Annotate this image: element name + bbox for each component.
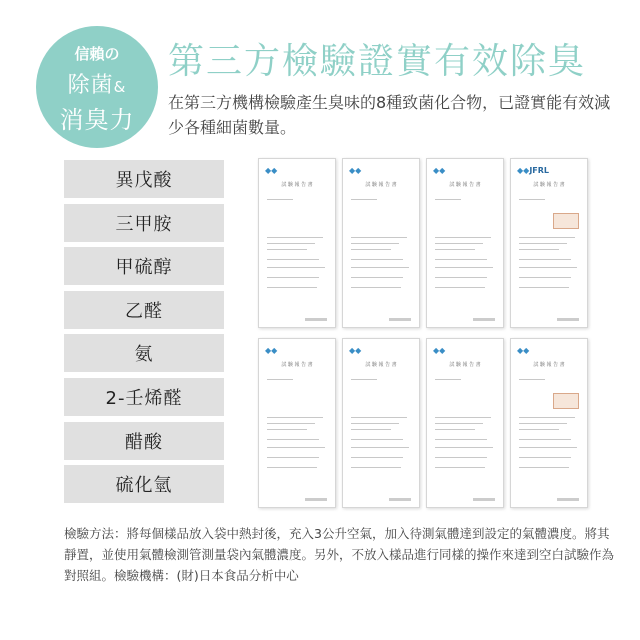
badge-line1: 信賴の — [74, 45, 120, 63]
report-text-line — [435, 237, 491, 238]
report-text-line — [519, 379, 541, 380]
report-footer-mark — [305, 498, 327, 501]
compound-item: 硫化氫 — [64, 465, 224, 503]
report-text-line — [267, 379, 289, 380]
report-text-line — [351, 379, 373, 380]
report-text-line — [267, 439, 319, 440]
report-text-line — [519, 287, 569, 288]
badge-line3: 消臭力 — [59, 106, 135, 134]
report-footer-mark — [473, 498, 495, 501]
compound-item: 乙醛 — [64, 291, 224, 329]
compound-item: 醋酸 — [64, 422, 224, 460]
report-text-line — [435, 417, 491, 418]
report-header: 試 験 報 告 書 — [281, 362, 313, 368]
report-header: 試 験 報 告 書 — [365, 182, 397, 188]
report-logo-icon: ◆◆ — [349, 166, 362, 175]
report-text-line — [351, 287, 401, 288]
report-logo-icon: ◆◆ — [433, 346, 446, 355]
compound-item: 三甲胺 — [64, 204, 224, 242]
report-text-line — [267, 199, 289, 200]
test-report-thumbnail — [342, 158, 420, 328]
report-text-line — [519, 439, 571, 440]
report-text-line — [519, 423, 567, 424]
test-report-thumbnail — [510, 338, 588, 508]
report-footer-mark — [389, 498, 411, 501]
report-text-line — [519, 417, 575, 418]
compound-item: 2-壬烯醛 — [64, 378, 224, 416]
report-text-line — [351, 439, 403, 440]
compound-item: 異戊酸 — [64, 160, 224, 198]
report-row — [258, 158, 588, 328]
report-footer-mark — [557, 318, 579, 321]
report-seal-stamp — [553, 393, 579, 409]
badge-line2 — [36, 68, 158, 99]
compound-item: 甲硫醇 — [64, 247, 224, 285]
compound-item: 氨 — [64, 334, 224, 372]
report-text-line — [351, 199, 373, 200]
page-subtitle: 在第三方機構檢驗產生臭味的8種致菌化合物，已證實能有效減少各種細菌數量。 — [168, 93, 611, 137]
report-text-line — [351, 237, 407, 238]
report-text-line — [519, 259, 571, 260]
trust-badge — [36, 26, 158, 148]
report-logo-text: JFRL — [529, 166, 550, 175]
report-text-line — [267, 267, 325, 268]
report-row — [258, 338, 588, 508]
report-text-line — [267, 287, 317, 288]
report-text-line — [351, 423, 399, 424]
report-text-line — [435, 467, 485, 468]
report-footer-mark — [473, 318, 495, 321]
test-report-thumbnail — [258, 158, 336, 328]
report-header: 試 験 報 告 書 — [533, 182, 565, 188]
report-text-line — [519, 467, 569, 468]
report-text-line — [519, 249, 559, 250]
report-text-line — [267, 467, 317, 468]
report-text-line — [351, 467, 401, 468]
test-report-thumbnail — [342, 338, 420, 508]
report-text-line — [435, 199, 457, 200]
report-logo-icon: ◆◆ — [349, 346, 362, 355]
report-text-line — [519, 243, 567, 244]
report-header: 試 験 報 告 書 — [281, 182, 313, 188]
report-text-line — [435, 439, 487, 440]
report-text-line — [267, 249, 307, 250]
report-text-line — [435, 423, 483, 424]
report-text-line — [435, 249, 475, 250]
report-header: 試 験 報 告 書 — [449, 362, 481, 368]
report-logo-icon: ◆◆ — [265, 346, 278, 355]
report-text-line — [267, 447, 325, 448]
report-text-line — [267, 243, 315, 244]
test-report-thumbnail — [510, 158, 588, 328]
report-text-line — [519, 457, 571, 458]
report-text-line — [435, 457, 487, 458]
report-logo-icon: ◆◆JFRL — [517, 166, 550, 175]
report-header: 試 験 報 告 書 — [449, 182, 481, 188]
report-text-line — [519, 447, 577, 448]
test-report-gallery — [258, 158, 588, 518]
report-text-line — [519, 199, 541, 200]
report-text-line — [435, 267, 493, 268]
report-text-line — [519, 237, 575, 238]
report-text-line — [351, 429, 391, 430]
report-footer-mark — [305, 318, 327, 321]
report-text-line — [435, 429, 475, 430]
report-text-line — [351, 417, 407, 418]
report-text-line — [435, 259, 487, 260]
compound-list — [64, 160, 224, 509]
report-text-line — [267, 429, 307, 430]
report-footer-mark — [557, 498, 579, 501]
report-text-line — [267, 237, 323, 238]
report-logo-icon: ◆◆ — [265, 166, 278, 175]
report-text-line — [435, 287, 485, 288]
report-text-line — [435, 243, 483, 244]
report-text-line — [351, 249, 391, 250]
report-text-line — [267, 277, 319, 278]
badge-line2-text: 除菌 — [67, 73, 114, 98]
report-text-line — [435, 447, 493, 448]
report-text-line — [435, 277, 487, 278]
report-text-line — [351, 457, 403, 458]
report-text-line — [519, 267, 577, 268]
report-text-line — [351, 277, 403, 278]
report-header: 試 験 報 告 書 — [365, 362, 397, 368]
report-seal-stamp — [553, 213, 579, 229]
page-title: 第三方檢驗證實有效除臭 — [168, 41, 587, 82]
report-text-line — [267, 423, 315, 424]
badge-amp: & — [113, 78, 127, 96]
test-report-thumbnail — [258, 338, 336, 508]
report-text-line — [267, 417, 323, 418]
report-logo-icon: ◆◆ — [433, 166, 446, 175]
report-logo-icon: ◆◆ — [517, 346, 530, 355]
report-text-line — [519, 277, 571, 278]
report-footer-mark — [389, 318, 411, 321]
report-text-line — [435, 379, 457, 380]
test-report-thumbnail — [426, 158, 504, 328]
report-text-line — [351, 447, 409, 448]
report-text-line — [351, 243, 399, 244]
report-text-line — [519, 429, 559, 430]
report-text-line — [351, 267, 409, 268]
test-method-note: 檢驗方法：將每個樣品放入袋中熱封後，充入3公升空氣，加入待測氣體達到設定的氣體濃度。將其靜置，並使用氣體檢測管測量袋內氣體濃度。另外，不放入樣品進行同樣的操作來達到空白試驗作為對照組。檢驗機構：(財)日本食品分析中心 — [64, 526, 615, 583]
report-header: 試 験 報 告 書 — [533, 362, 565, 368]
report-text-line — [267, 259, 319, 260]
test-report-thumbnail — [426, 338, 504, 508]
report-text-line — [267, 457, 319, 458]
report-text-line — [351, 259, 403, 260]
